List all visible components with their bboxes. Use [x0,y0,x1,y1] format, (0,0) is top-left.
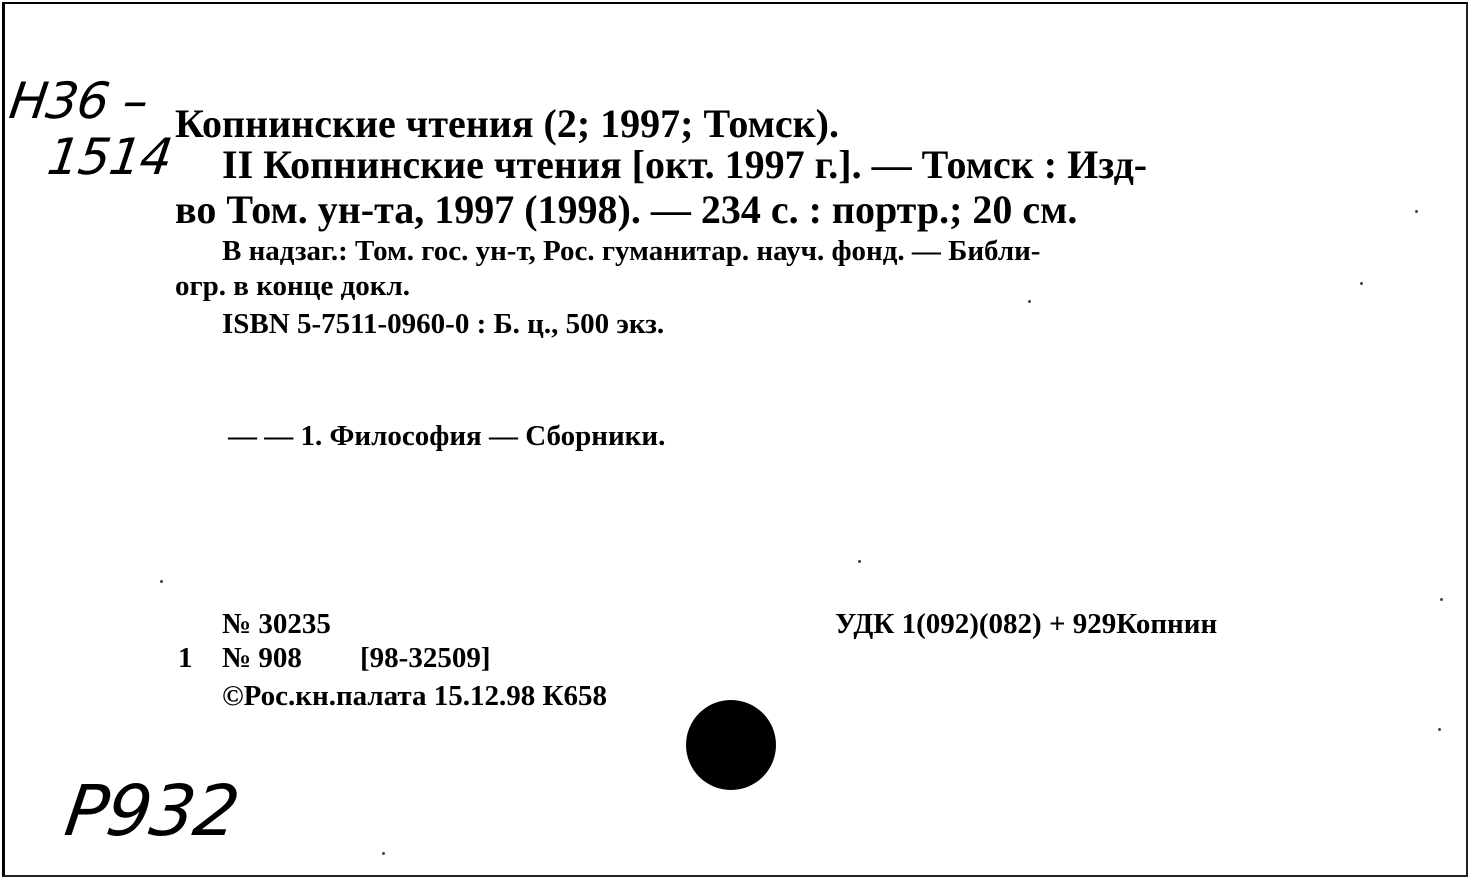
copy-number: № 908 [222,642,302,674]
note-line-1: В надзаг.: Том. гос. ун-т, Рос. гуманитар. науч. фонд. — Библи- [222,235,1041,267]
speck [1028,300,1031,303]
punch-hole [686,700,776,790]
speck [858,560,861,563]
imprint: ©Рос.кн.палата 15.12.98 К658 [222,680,608,712]
udc-code: УДК 1(092)(082) + 929Копнин [835,608,1218,640]
order-number: [98-32509] [360,642,491,674]
speck [1360,282,1363,285]
title-line-2: во Том. ун-та, 1997 (1998). — 234 с. : портр.; 20 см. [175,187,1078,232]
heading: Копнинские чтения (2; 1997; Томск). [175,101,839,146]
speck [382,852,385,855]
shelf-mark-top: Н36 – [5,72,152,130]
record-number: № 30235 [222,608,331,640]
speck [160,580,163,583]
title-line-1: II Копнинские чтения [окт. 1997 г.]. — Томск : Изд- [222,142,1148,187]
speck [1440,598,1443,601]
note-line-2: огр. в конце докл. [175,270,410,302]
bottom-mark: Р932 [60,770,244,852]
speck [1438,728,1441,731]
isbn-line: ISBN 5-7511-0960-0 : Б. ц., 500 экз. [222,308,665,340]
shelf-mark-bottom: 1514 [43,128,176,186]
speck [1415,210,1418,213]
subject-line: — — 1. Философия — Сборники. [228,420,666,452]
copy-index: 1 [178,642,193,674]
